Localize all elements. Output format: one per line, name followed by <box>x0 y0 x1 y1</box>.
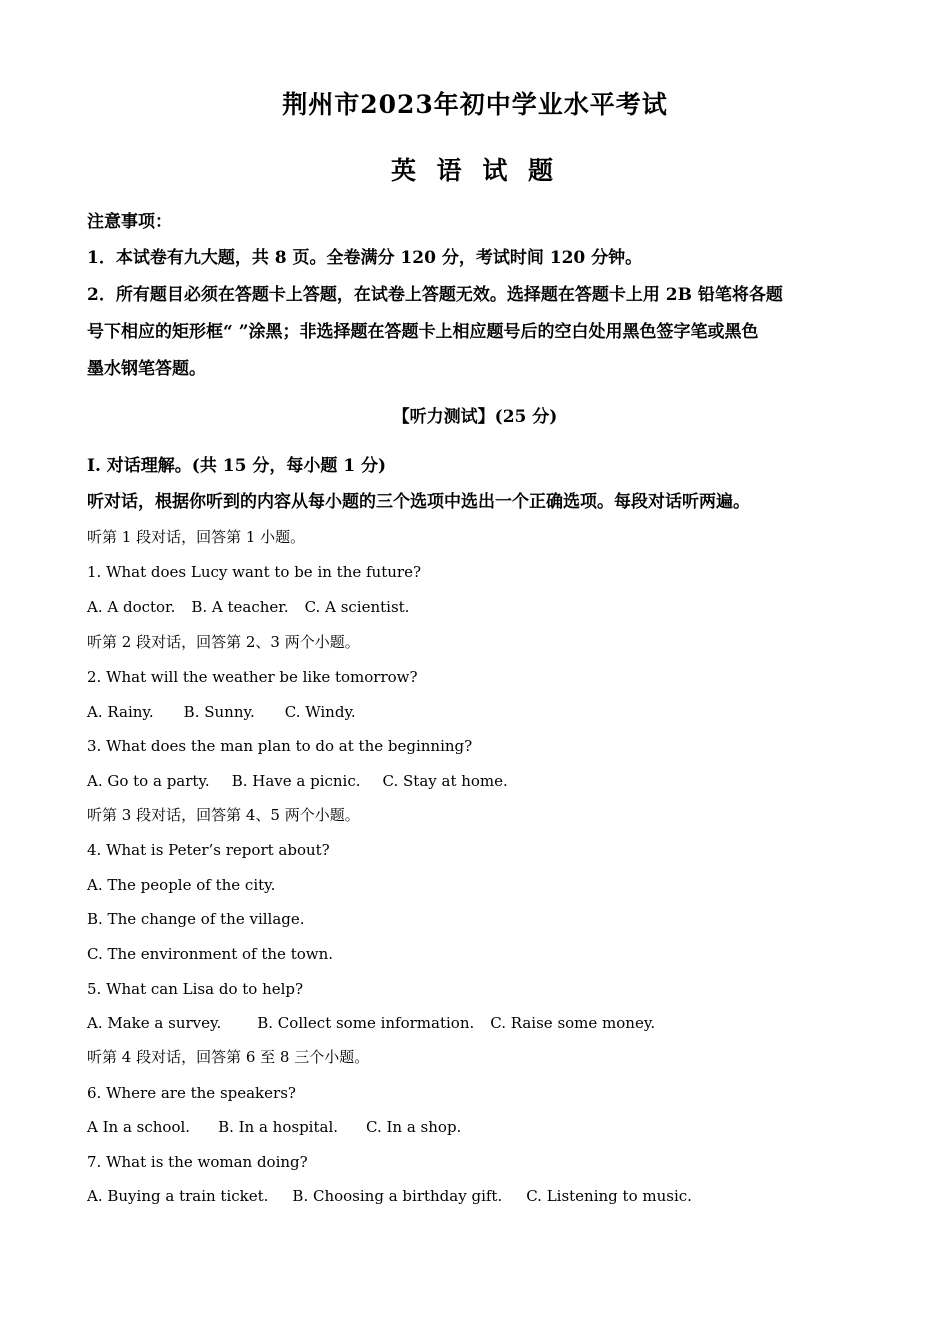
exam-subtitle: 英 语 试 题 <box>390 156 560 185</box>
exam-title: 荆州市2023年初中学业水平考试 <box>282 90 668 119</box>
question-2: 2. What will the weather be like tomorrow? <box>87 668 418 686</box>
notice-item-1: 1．本试卷有九大题，共 8 页。全卷满分 120 分，考试时间 120 分钟。 <box>87 248 643 268</box>
option-a: A. Rainy. <box>87 703 154 721</box>
option-b: B. Collect some information. <box>257 1014 475 1032</box>
option-c: C. Stay at home. <box>382 772 508 790</box>
option-c: C. Listening to music. <box>526 1187 692 1205</box>
notice-item-2-line-1: 2．所有题目必须在答题卡上答题，在试卷上答题无效。选择题在答题卡上用 2B 铅笔将各题 <box>87 285 783 305</box>
option-b: B. A teacher. <box>191 598 289 616</box>
notice-item-2-line-3: 墨水钢笔答题。 <box>87 359 206 379</box>
option-c: C. In a shop. <box>366 1118 462 1136</box>
question-3-options <box>87 771 508 791</box>
question-4: 4. What is Peter’s report about? <box>87 841 330 859</box>
notice-item-2-line-2: 号下相应的矩形框“ ”涂黑；非选择题在答题卡上相应题号后的空白处用黑色签字笔或黑色 <box>87 322 759 342</box>
option-a: A. Make a survey. <box>87 1014 222 1032</box>
dialog-4-note: 听第 4 段对话，回答第 6 至 8 三个小题。 <box>87 1048 370 1066</box>
question-4-option-a: A. The people of the city. <box>87 876 276 894</box>
option-a: A. Go to a party. <box>87 772 210 790</box>
option-a: A In a school. <box>87 1118 191 1136</box>
option-b: B. Sunny. <box>183 703 255 721</box>
question-5: 5. What can Lisa do to help? <box>87 980 304 998</box>
part1-instruction: 听对话，根据你听到的内容从每小题的三个选项中选出一个正确选项。每段对话听两遍。 <box>87 492 750 512</box>
option-c: C. Windy. <box>284 703 356 721</box>
question-5-options <box>87 1013 655 1033</box>
question-4-option-c: C. The environment of the town. <box>87 945 334 963</box>
question-4-option-b: B. The change of the village. <box>87 910 305 928</box>
part1-title: Ⅰ. 对话理解。(共 15 分，每小题 1 分) <box>87 456 387 476</box>
question-6-options <box>87 1117 461 1137</box>
option-b: B. In a hospital. <box>218 1118 339 1136</box>
question-7-options <box>87 1186 692 1206</box>
dialog-1-note: 听第 1 段对话，回答第 1 小题。 <box>87 528 306 546</box>
question-1: 1. What does Lucy want to be in the future? <box>87 563 421 581</box>
option-c: C. A scientist. <box>304 598 410 616</box>
option-b: B. Choosing a birthday gift. <box>292 1187 503 1205</box>
option-a: A. A doctor. <box>87 598 176 616</box>
option-c: C. Raise some money. <box>490 1014 656 1032</box>
option-a: A. Buying a train ticket. <box>87 1187 269 1205</box>
question-2-options <box>87 702 356 722</box>
dialog-3-note: 听第 3 段对话，回答第 4、5 两个小题。 <box>87 806 360 824</box>
question-1-options <box>87 597 409 617</box>
question-7: 7. What is the woman doing? <box>87 1153 308 1171</box>
listening-section-title: 【听力测试】(25 分) <box>392 407 558 427</box>
option-b: B. Have a picnic. <box>231 772 361 790</box>
dialog-2-note: 听第 2 段对话，回答第 2、3 两个小题。 <box>87 633 360 651</box>
notice-heading: 注意事项： <box>87 212 172 232</box>
question-6: 6. Where are the speakers? <box>87 1084 296 1102</box>
question-3: 3. What does the man plan to do at the beginning? <box>87 737 473 755</box>
